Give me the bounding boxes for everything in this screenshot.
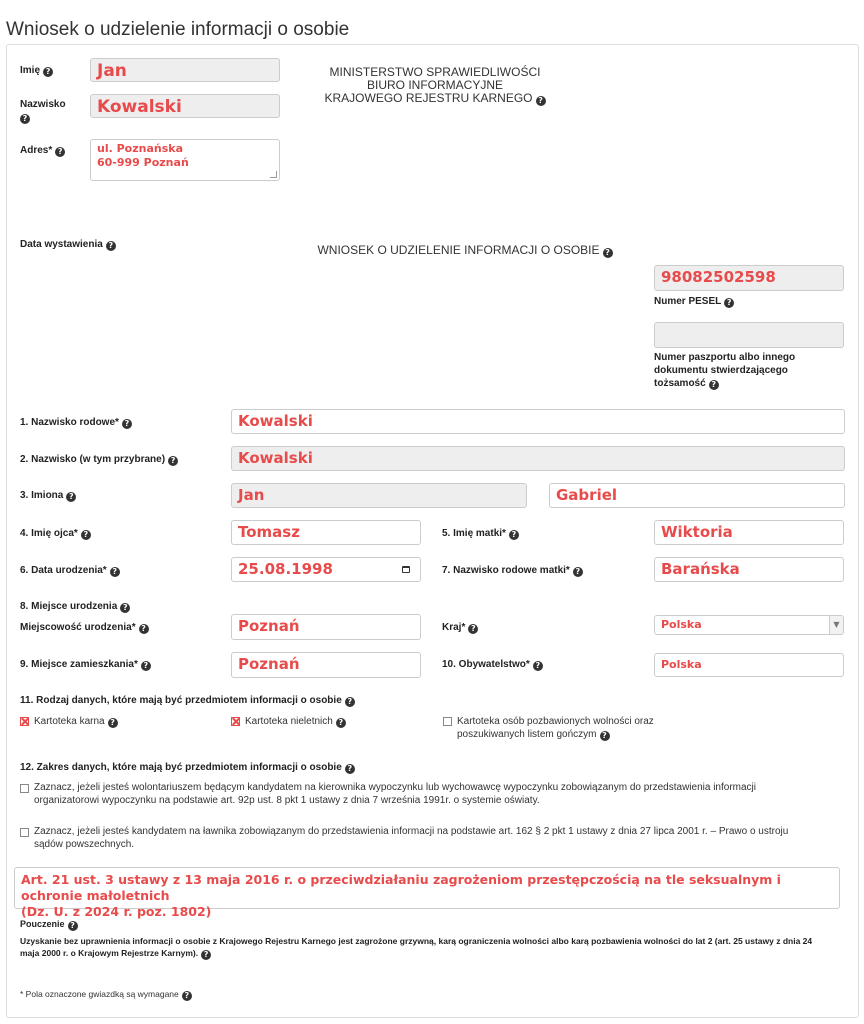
help-icon[interactable]: ? <box>600 731 610 741</box>
help-icon[interactable]: ? <box>68 921 78 931</box>
father-name-label: 4. Imię ojca* ? <box>20 527 91 540</box>
names-label: 3. Imiona ? <box>20 489 76 502</box>
detainees-record-checkbox[interactable] <box>443 717 452 726</box>
help-icon[interactable]: ? <box>55 147 65 157</box>
help-icon[interactable]: ? <box>66 492 76 502</box>
help-icon[interactable]: ? <box>106 241 116 251</box>
last-name-label: Nazwisko ? <box>20 99 66 123</box>
help-icon[interactable]: ? <box>20 114 30 124</box>
first-name-field[interactable]: Jan <box>90 58 280 82</box>
help-icon[interactable]: ? <box>139 624 149 634</box>
mother-name-label: 5. Imię matki* ? <box>442 527 519 540</box>
volunteer-checkbox[interactable] <box>20 784 29 793</box>
criminal-record-label: Kartoteka karna ? <box>34 715 118 728</box>
ministry-line-2: BIURO INFORMACYJNE <box>366 78 503 92</box>
mother-surname-label: 7. Nazwisko rodowe matki* ? <box>442 564 583 577</box>
dob-label: 6. Data urodzenia* ? <box>20 564 120 577</box>
address-label: Adres* ? <box>20 144 65 157</box>
lay-judge-label: Zaznacz, jeżeli jesteś kandydatem na ławnika zobowiązanym do przedstawienia informacji na podstawie art. 162 § 2 pkt 1 ustawy z dnia 27 lipca 2001 r. – Prawo o ustroju sądów powszechnych. <box>34 826 789 850</box>
notice-text: Uzyskanie bez uprawnienia informacji o osobie z Krajowego Rejestru Karnego jest zagrożone grzywną, karą ograniczenia wolności albo karą pozbawienia wolności do lat 2 (art. 25 ustawy z dnia 24 maja 2000 r. o Krajowym Rejestrze Karnym). ? <box>20 936 813 959</box>
surname-label: 2. Nazwisko (w tym przybrane) ? <box>20 453 178 466</box>
criminal-record-checkbox[interactable] <box>20 717 29 726</box>
help-icon[interactable]: ? <box>168 456 178 466</box>
help-icon[interactable]: ? <box>81 530 91 540</box>
help-icon[interactable]: ? <box>724 298 734 308</box>
resize-handle-icon[interactable] <box>270 171 277 178</box>
second-name-field[interactable]: Gabriel <box>549 483 845 508</box>
chevron-down-icon[interactable]: ▼ <box>829 616 843 634</box>
pesel-field[interactable]: 98082502598 <box>654 265 844 291</box>
scope-header: 12. Zakres danych, które mają być przedmiotem informacji o osobie ? <box>20 761 355 774</box>
help-icon[interactable]: ? <box>336 718 346 728</box>
ministry-header <box>290 66 580 106</box>
residence-label: 9. Miejsce zamieszkania* ? <box>20 658 151 671</box>
help-icon[interactable]: ? <box>709 380 719 390</box>
address-textarea[interactable] <box>90 139 280 181</box>
dob-field[interactable]: 25.08.1998 <box>231 557 421 582</box>
ministry-line-3: KRAJOWEGO REJESTRU KARNEGO ? <box>290 92 580 106</box>
help-icon[interactable]: ? <box>108 718 118 728</box>
help-icon[interactable]: ? <box>536 96 546 106</box>
ministry-line-1: MINISTERSTWO SPRAWIEDLIWOŚCI <box>329 65 541 79</box>
help-icon[interactable]: ? <box>141 661 151 671</box>
mother-name-field[interactable]: Wiktoria <box>654 520 844 545</box>
form-title: WNIOSEK O UDZIELENIE INFORMACJI O OSOBIE ? <box>290 244 640 258</box>
help-icon[interactable]: ? <box>345 697 355 707</box>
address-line-2: 60-999 Poznań <box>97 156 189 169</box>
help-icon[interactable]: ? <box>43 67 53 77</box>
help-icon[interactable]: ? <box>120 603 130 613</box>
citizenship-field[interactable]: Polska <box>654 653 844 677</box>
calendar-icon[interactable] <box>402 566 410 573</box>
birth-surname-field[interactable]: Kowalski <box>231 409 845 434</box>
help-icon[interactable]: ? <box>182 991 192 1001</box>
article-field[interactable]: Art. 21 ust. 3 ustawy z 13 maja 2016 r. o przeciwdziałaniu zagrożeniom przestępczością na tle seksualnym i ochronie małoletnich (Dz. U. z 2024 r. poz. 1802) <box>14 867 840 909</box>
help-icon[interactable]: ? <box>122 419 132 429</box>
help-icon[interactable]: ? <box>509 530 519 540</box>
help-icon[interactable]: ? <box>603 248 613 258</box>
birthplace-header: 8. Miejsce urodzenia ? <box>20 600 130 613</box>
help-icon[interactable]: ? <box>468 624 478 634</box>
last-name-field[interactable]: Kowalski <box>90 94 280 118</box>
country-label: Kraj* ? <box>442 621 478 634</box>
volunteer-label: Zaznacz, jeżeli jesteś wolontariuszem będącym kandydatem na kierownika wypoczynku lub wychowawcę wypoczynku zobowiązanym do przedstawienia informacji organizatorowi wypoczynku na podstawie art. 92p ust. 8 pkt 1 ustawy z dnia 7 września 1991r. o systemie oświaty. <box>34 782 756 806</box>
lay-judge-checkbox[interactable] <box>20 828 29 837</box>
required-footnote: * Pola oznaczone gwiazdką są wymagane ? <box>20 988 192 1001</box>
surname-field[interactable]: Kowalski <box>231 446 845 471</box>
help-icon[interactable]: ? <box>345 764 355 774</box>
citizenship-label: 10. Obywatelstwo* ? <box>442 658 543 671</box>
passport-field[interactable] <box>654 322 844 348</box>
birth-surname-label: 1. Nazwisko rodowe* ? <box>20 416 132 429</box>
help-icon[interactable]: ? <box>110 567 120 577</box>
notice-header: Pouczenie ? <box>20 918 78 931</box>
juvenile-record-checkbox[interactable] <box>231 717 240 726</box>
pesel-label: Numer PESEL ? <box>654 295 734 308</box>
juvenile-record-label: Kartoteka nieletnich ? <box>245 715 346 728</box>
passport-label: Numer paszportu albo innego dokumentu stwierdzającego tożsamość ? <box>654 352 796 389</box>
birth-city-field[interactable]: Poznań <box>231 614 421 640</box>
residence-field[interactable]: Poznań <box>231 652 421 678</box>
help-icon[interactable]: ? <box>533 661 543 671</box>
help-icon[interactable]: ? <box>573 567 583 577</box>
issue-date-label: Data wystawienia ? <box>20 238 116 251</box>
father-name-field[interactable]: Tomasz <box>231 520 421 545</box>
first-name-label: Imię ? <box>20 64 53 77</box>
first-name-given-field[interactable]: Jan <box>231 483 527 508</box>
help-icon[interactable]: ? <box>201 950 211 960</box>
data-types-header: 11. Rodzaj danych, które mają być przedmiotem informacji o osobie ? <box>20 694 355 707</box>
mother-surname-field[interactable]: Barańska <box>654 557 844 582</box>
detainees-record-label: Kartoteka osób pozbawionych wolności oraz poszukiwanych listem gończym ? <box>457 716 654 740</box>
page-title: Wniosek o udzielenie informacji o osobie <box>6 18 350 40</box>
birth-city-label: Miejscowość urodzenia* ? <box>20 621 149 634</box>
address-line-1: ul. Poznańska <box>97 142 184 155</box>
country-select[interactable]: Polska ▼ <box>654 615 844 635</box>
